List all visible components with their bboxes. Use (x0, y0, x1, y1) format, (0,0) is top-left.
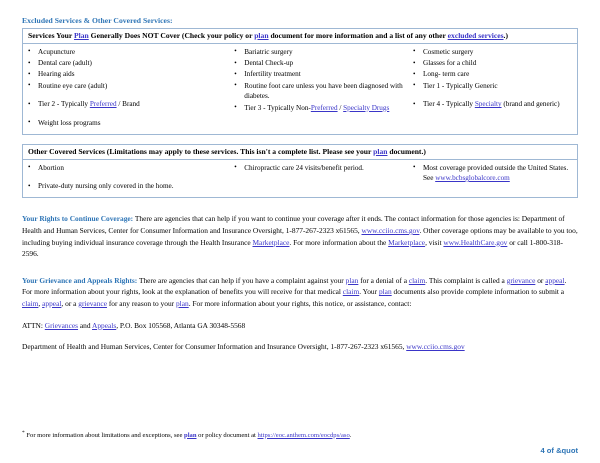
list-item (25, 69, 227, 79)
list-item (25, 118, 227, 128)
paragraph-text: for a denial of a (358, 275, 409, 285)
preferred-link[interactable]: Preferred (89, 100, 117, 109)
header-text-1: Other Covered Services (Limitations may apply to these services. This isn't a complete list. Please see your (28, 147, 374, 157)
list-item-label: Tier 3 - Typically Non- (244, 103, 311, 112)
plan-link[interactable]: Plan (73, 31, 89, 40)
appeals-link[interactable]: Appeals (92, 320, 117, 330)
other-list-2 (231, 163, 406, 173)
excluded-list-1 (25, 47, 227, 128)
list-item (25, 58, 227, 68)
excluded-services-columns (25, 47, 575, 129)
footnote-text: or policy document at (196, 432, 258, 439)
claim-link[interactable]: claim (22, 299, 39, 308)
footnote (22, 429, 578, 440)
list-item-separator: / (337, 103, 344, 112)
excluded-column-2 (231, 47, 410, 129)
grievance-paragraph (22, 275, 578, 310)
list-item (231, 163, 406, 173)
paragraph-text: , visit (425, 237, 444, 247)
excluded-services-box (22, 28, 578, 135)
paragraph-text: . Other coverage options may be available to you too, including buying individual insurance coverage through the Health Insurance (22, 226, 578, 247)
cciio-link[interactable]: www.cciio.cms.gov (361, 226, 420, 236)
list-item-label: Chiropractic care 24 visits/benefit period. (244, 163, 364, 172)
page-number: 4 of &quot (540, 446, 578, 455)
list-item (231, 47, 406, 57)
list-item-label: Routine foot care unless you have been diagnosed with diabetes. (244, 81, 403, 101)
other-list-1 (25, 163, 227, 192)
paragraph-text: . For more information about the (289, 237, 389, 247)
hhs-contact-line (22, 341, 578, 353)
excluded-services-link[interactable]: excluded services (447, 31, 504, 40)
header-text-4: .) (503, 31, 508, 40)
paragraph-text: . For more information about your rights, this notice, or assistance, contact: (188, 299, 412, 308)
list-item-label: Glasses for a child (423, 59, 477, 67)
footnote-text: . (349, 432, 352, 439)
list-item (410, 47, 571, 57)
specialty-link[interactable]: Specialty (474, 100, 502, 109)
other-column-2 (231, 163, 410, 193)
list-item (410, 58, 571, 68)
eoc-anthem-link[interactable]: https://eoc.anthem.com/eocdps/aso (257, 432, 350, 439)
bcbs-global-core-link[interactable]: www.bcbsglobalcore.com (435, 174, 510, 183)
attn-label: ATTN: (22, 320, 45, 330)
specialty-drugs-link[interactable]: Specialty Drugs (343, 103, 390, 112)
list-item-label: Dental care (adult) (38, 59, 92, 67)
plan-link[interactable]: plan (254, 31, 269, 40)
page-title: Excluded Services & Other Covered Services: (22, 16, 173, 25)
list-item (25, 181, 227, 191)
other-column-3 (410, 163, 575, 193)
list-item-label: Long- term care (423, 70, 470, 79)
paragraph-text: , or a (61, 299, 79, 308)
grievances-link[interactable]: Grievances (44, 320, 79, 330)
paragraph-text: , (38, 299, 43, 308)
list-item-label: Abortion (38, 163, 64, 172)
list-item-label: Most coverage provided outside the United States. See (423, 163, 569, 183)
plan-link[interactable]: plan (175, 299, 189, 308)
plan-link[interactable]: plan (378, 287, 392, 297)
list-item (410, 81, 571, 91)
grievance-link[interactable]: grievance (78, 299, 107, 308)
header-text-1: Services Your (28, 31, 74, 40)
attn-address-line (22, 320, 578, 332)
list-item-label: Tier 2 - Typically (38, 100, 90, 109)
other-covered-services-box (22, 144, 578, 198)
list-item-label: Tier 1 - Typically Generic (423, 81, 498, 90)
other-covered-services-header (23, 145, 577, 160)
plan-link[interactable]: plan (184, 432, 197, 439)
paragraph-text: for any reason to your (106, 299, 176, 308)
page-footer (22, 429, 578, 455)
other-covered-services-body (23, 160, 577, 198)
paragraph-text: documents also provide complete information to submit a (391, 287, 565, 297)
excluded-list-3 (410, 47, 571, 110)
list-item-label: Acupuncture (38, 47, 76, 56)
appeal-link[interactable]: appeal (42, 299, 62, 308)
paragraph-text: or (535, 275, 546, 285)
list-item-label: Bariatric surgery (244, 47, 293, 56)
continue-coverage-lead: Your Rights to Continue Coverage: (22, 214, 134, 224)
other-covered-columns (25, 163, 575, 193)
grievance-link[interactable]: grievance (506, 275, 536, 285)
appeal-link[interactable]: appeal (545, 275, 565, 285)
plan-link[interactable]: plan (373, 147, 388, 157)
list-item (410, 69, 571, 79)
healthcare-gov-link[interactable]: www.HealthCare.gov (443, 237, 508, 247)
plan-link[interactable]: plan (345, 275, 359, 285)
list-item-label: Tier 4 - Typically (423, 100, 475, 109)
excluded-column-3 (410, 47, 575, 129)
list-item (231, 103, 406, 113)
footnote-marker: * (22, 429, 25, 436)
other-list-3 (410, 163, 571, 184)
list-item-label: Private-duty nursing only covered in the home. (38, 182, 174, 191)
list-item-label-suffix: / Brand (116, 100, 140, 109)
claim-link[interactable]: claim (342, 287, 360, 297)
list-item-label: Infertility treatment (244, 70, 301, 79)
paragraph-text: . Your (359, 287, 379, 297)
list-item (231, 58, 406, 68)
list-item (25, 163, 227, 173)
header-text-3: document for more information and a list of any other (268, 31, 448, 40)
excluded-column-1 (25, 47, 231, 129)
attn-address: , P.O. Box 105568, Atlanta GA 30348-5568 (116, 320, 246, 330)
attn-separator: and (78, 320, 93, 330)
paragraph-text: . This complaint is called a (425, 275, 507, 285)
list-item-label-suffix: (brand and generic) (501, 100, 560, 109)
preferred-link[interactable]: Preferred (310, 103, 338, 112)
list-item (410, 163, 571, 184)
list-item (231, 81, 406, 102)
list-item (410, 99, 571, 109)
excluded-services-header (23, 29, 577, 44)
cciio-link[interactable]: www.cciio.cms.gov (406, 342, 465, 352)
marketplace-link[interactable]: Marketplace (388, 237, 426, 247)
continue-coverage-paragraph (22, 213, 578, 259)
list-item (25, 81, 227, 91)
paragraph-text: or call 1-800-318-2596. (22, 237, 563, 259)
list-item-label: Weight loss programs (38, 118, 101, 127)
list-item-label: Hearing aids (38, 70, 75, 79)
list-item-label: Dental Check-up (244, 59, 294, 67)
paragraph-text: There are agencies that can help if you want to continue your coverage after it ends. The contact information for those agencies is: Department of Health and Human Services, Center for Consumer Information and Insurance Oversight, 1-877-267-2323 x61565, (22, 214, 565, 236)
list-item (25, 47, 227, 57)
grievance-lead: Your Grievance and Appeals Rights: (22, 275, 138, 285)
header-text-2: Generally Does NOT Cover (Check your policy or (88, 31, 255, 40)
list-item-label: Routine eye care (adult) (38, 81, 108, 90)
list-item (25, 99, 227, 109)
list-item (231, 69, 406, 79)
marketplace-link[interactable]: Marketplace (252, 237, 290, 247)
other-column-1 (25, 163, 231, 193)
header-text-2: document.) (387, 147, 426, 157)
claim-link[interactable]: claim (408, 275, 426, 285)
paragraph-text: . For more information about your rights, look at the explanation of benefits you will receive for that medical (22, 275, 567, 297)
hhs-text: Department of Health and Human Services, Center for Consumer Information and Insurance Oversight, 1-877-267-2323 x61565, (22, 342, 407, 352)
footnote-text: For more information about limitations and exceptions, see (24, 432, 185, 439)
paragraph-text: There are agencies that can help if you have a complaint against your (137, 275, 346, 285)
excluded-services-body (23, 44, 577, 134)
list-item-label: Cosmetic surgery (423, 47, 474, 56)
excluded-list-2 (231, 47, 406, 113)
